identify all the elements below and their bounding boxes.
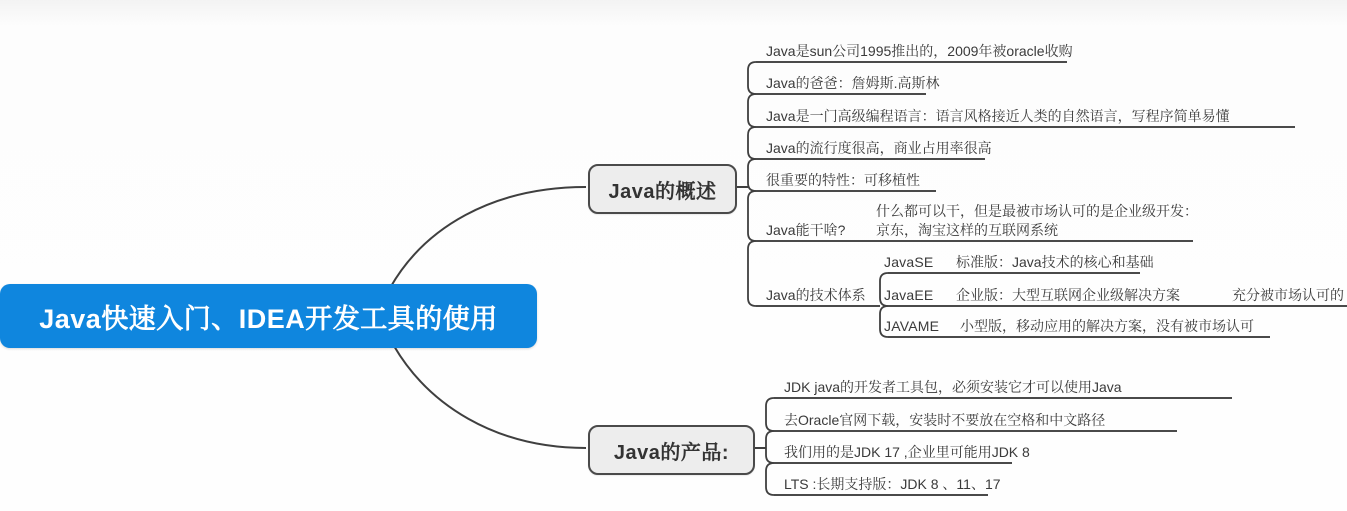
curve-root-to-products (394, 346, 586, 448)
detail-line-1: 什么都可以干，但是最被市场认可的是企业级开发： (876, 203, 1198, 219)
overview-item-portability[interactable]: 很重要的特性：可移植性 (766, 172, 920, 188)
curve-root-to-overview (390, 187, 586, 288)
products-brackets (766, 398, 774, 495)
products-item-download[interactable]: 去Oracle官网下载，安装时不要放在空格和中文路径 (784, 412, 1106, 428)
topic-javaee-note[interactable]: 充分被市场认可的 (1232, 287, 1344, 303)
products-item-jdk[interactable]: JDK java的开发者工具包，必须安装它才可以使用Java (784, 379, 1122, 395)
root-topic[interactable]: Java快速入门、IDEA开发工具的使用 (0, 284, 537, 348)
topic-javase[interactable]: JavaSE (884, 254, 934, 270)
overview-item-father[interactable]: Java的爸爸：詹姆斯.高斯林 (766, 75, 940, 91)
products-item-version[interactable]: 我们用的是JDK 17 ,企业里可能用JDK 8 (784, 444, 1030, 460)
overview-brackets (748, 62, 756, 306)
overview-item-history[interactable]: Java是sun公司1995推出的，2009年被oracle收购 (766, 43, 1073, 59)
topic-what-can-java-do-detail[interactable] (876, 202, 1198, 240)
topic-javame-desc[interactable]: 小型版，移动应用的解决方案，没有被市场认可 (960, 318, 1254, 334)
topic-what-can-java-do[interactable]: Java能干啥? (766, 222, 846, 238)
overview-item-popularity[interactable]: Java的流行度很高，商业占用率很高 (766, 140, 992, 156)
topic-tech-system[interactable]: Java的技术体系 (766, 287, 866, 303)
overview-item-language[interactable]: Java是一门高级编程语言：语言风格接近人类的自然语言，写程序简单易懂 (766, 108, 1230, 124)
products-item-lts[interactable]: LTS :长期支持版：JDK 8 、11、17 (784, 476, 1001, 492)
detail-line-2: 京东，淘宝这样的互联网系统 (876, 222, 1058, 238)
topic-underlines (756, 62, 1347, 495)
branch-products-topic[interactable]: Java的产品: (588, 425, 755, 475)
topic-javase-desc[interactable]: 标准版：Java技术的核心和基础 (956, 254, 1154, 270)
topic-javame[interactable]: JAVAME (884, 318, 940, 334)
topic-javaee-desc[interactable]: 企业版：大型互联网企业级解决方案 (956, 287, 1180, 303)
branch-overview-topic[interactable]: Java的概述 (588, 164, 737, 214)
topic-javaee[interactable]: JavaEE (884, 287, 934, 303)
